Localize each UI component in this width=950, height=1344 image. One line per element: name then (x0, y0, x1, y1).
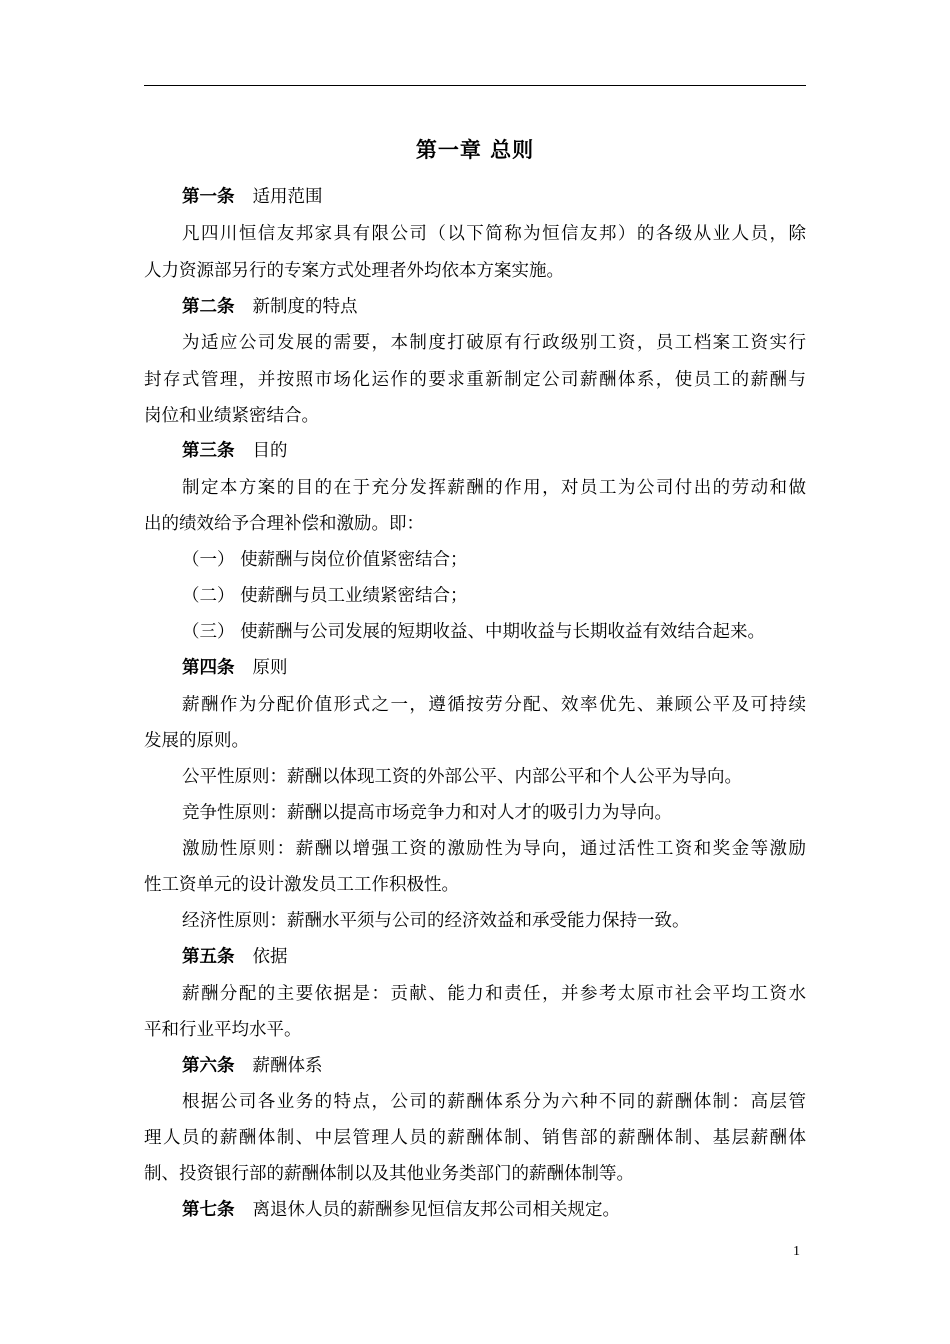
paragraph-line: 竞争性原则：薪酬以提高市场竞争力和对人才的吸引力为导向。 (182, 803, 672, 823)
paragraph-line: 出的绩效给予合理补偿和激励。即： (144, 514, 424, 534)
paragraph-line: 凡四川恒信友邦家具有限公司（以下简称为恒信友邦）的各级从业人员，除 (182, 224, 806, 244)
article-heading (182, 440, 288, 462)
article-number: 第三条 (182, 441, 235, 461)
paragraph-line: 制、投资银行部的薪酬体制以及其他业务类部门的薪酬体制等。 (144, 1164, 634, 1184)
paragraph-line: 发展的原则。 (144, 731, 249, 751)
article-number: 第四条 (182, 658, 235, 678)
paragraph-line: 根据公司各业务的特点，公司的薪酬体系分为六种不同的薪酬体制：高层管 (182, 1092, 806, 1112)
paragraph-line: 激励性原则：薪酬以增强工资的激励性为导向，通过活性工资和奖金等激励 (182, 839, 806, 859)
paragraph-line: 封存式管理，并按照市场化运作的要求重新制定公司薪酬体系，使员工的薪酬与 (144, 370, 806, 390)
paragraph-line: 经济性原则：薪酬水平须与公司的经济效益和承受能力保持一致。 (182, 911, 690, 931)
paragraph-line: 薪酬分配的主要依据是：贡献、能力和责任，并参考太原市社会平均工资水 (182, 984, 806, 1004)
article-title: 新制度的特点 (252, 297, 358, 317)
paragraph-line: 平和行业平均水平。 (144, 1020, 302, 1040)
article-title: 依据 (252, 947, 288, 967)
paragraph-line: 公平性原则：薪酬以体现工资的外部公平、内部公平和个人公平为导向。 (182, 767, 742, 787)
article-title: 目的 (252, 441, 288, 461)
article-number: 第一条 (182, 187, 235, 207)
article-number: 第六条 (182, 1056, 235, 1076)
paragraph-line: 薪酬作为分配价值形式之一，遵循按劳分配、效率优先、兼顾公平及可持续 (182, 695, 806, 715)
header-rule (144, 85, 806, 86)
article-title: 适用范围 (252, 187, 323, 207)
article-title: 原则 (252, 658, 288, 678)
page-number: 1 (793, 1244, 800, 1259)
article-heading (182, 1055, 323, 1077)
article-heading (182, 946, 288, 968)
article-heading (182, 296, 358, 318)
article-title: 离退休人员的薪酬参见恒信友邦公司相关规定。 (252, 1200, 620, 1220)
list-item: （一） 使薪酬与岗位价值紧密结合； (182, 550, 468, 570)
article-number: 第七条 (182, 1200, 235, 1220)
paragraph-line: 性工资单元的设计激发员工工作积极性。 (144, 875, 459, 895)
article-heading (182, 657, 288, 679)
paragraph-line: 岗位和业绩紧密结合。 (144, 406, 319, 426)
article-heading (182, 1199, 620, 1221)
article-title: 薪酬体系 (252, 1056, 323, 1076)
article-number: 第五条 (182, 947, 235, 967)
paragraph-line: 制定本方案的目的在于充分发挥薪酬的作用，对员工为公司付出的劳动和做 (182, 478, 806, 498)
list-item: （三） 使薪酬与公司发展的短期收益、中期收益与长期收益有效结合起来。 (182, 622, 766, 642)
article-number: 第二条 (182, 297, 235, 317)
chapter-title: 第一章 总则 (415, 137, 535, 162)
paragraph-line: 为适应公司发展的需要，本制度打破原有行政级别工资，员工档案工资实行 (182, 333, 806, 353)
paragraph-line: 人力资源部另行的专案方式处理者外均依本方案实施。 (144, 261, 564, 281)
article-heading (182, 186, 323, 208)
list-item: （二） 使薪酬与员工业绩紧密结合； (182, 586, 468, 606)
paragraph-line: 理人员的薪酬体制、中层管理人员的薪酬体制、销售部的薪酬体制、基层薪酬体 (144, 1128, 806, 1148)
